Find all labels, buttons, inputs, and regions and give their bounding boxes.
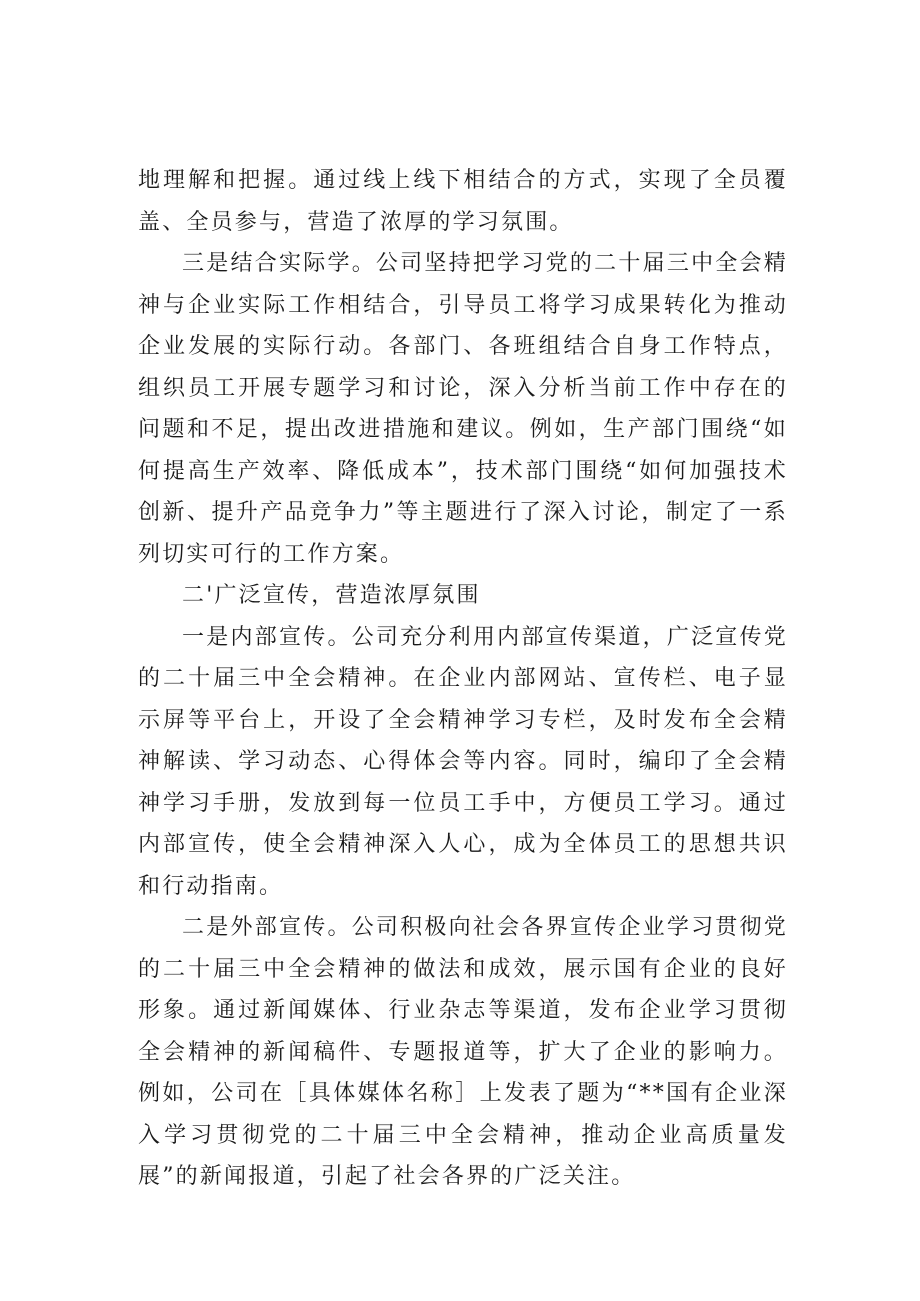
paragraph-internal-publicity: 一是内部宣传。公司充分利用内部宣传渠道，广泛宣传党的二十届三中全会精神。在企业内部网站、宣传栏、电子显示屏等平台上，开设了全会精神学习专栏，及时发布全会精神解读、学习动态、心得体会等内容。同时，编印了全会精神学习手册，发放到每一位员工手中，方便员工学习。通过内部宣传，使全会精神深入人心，成为全体员工的思想共识和行动指南。 — [138, 624, 788, 899]
document-body — [138, 160, 788, 1198]
section-heading-publicity: 二'广泛宣传，营造浓厚氛围 — [182, 583, 481, 608]
paragraph-continuation: 地理解和把握。通过线上线下相结合的方式，实现了全员覆盖、全员参与，营造了浓厚的学习氛围。 — [138, 168, 788, 235]
paragraph-combine-practice: 三是结合实际学。公司坚持把学习党的二十届三中全会精神与企业实际工作相结合，引导员工将学习成果转化为推动企业发展的实际行动。各部门、各班组结合自身工作特点，组织员工开展专题学习和讨论，深入分析当前工作中存在的问题和不足，提出改进措施和建议。例如，生产部门围绕“如何提高生产效率、降低成本”，技术部门围绕“如何加强技术创新、提升产品竞争力”等主题进行了深入讨论，制定了一系列切实可行的工作方案。 — [138, 251, 788, 567]
paragraph-external-publicity: 二是外部宣传。公司积极向社会各界宣传企业学习贯彻党的二十届三中全会精神的做法和成效，展示国有企业的良好形象。通过新闻媒体、行业杂志等渠道，发布企业学习贯彻全会精神的新闻稿件、专题报道等，扩大了企业的影响力。例如，公司在［具体媒体名称］上发表了题为“**国有企业深入学习贯彻党的二十届三中全会精神，推动企业高质量发展”的新闻报道，引起了社会各界的广泛关注。 — [138, 915, 788, 1189]
